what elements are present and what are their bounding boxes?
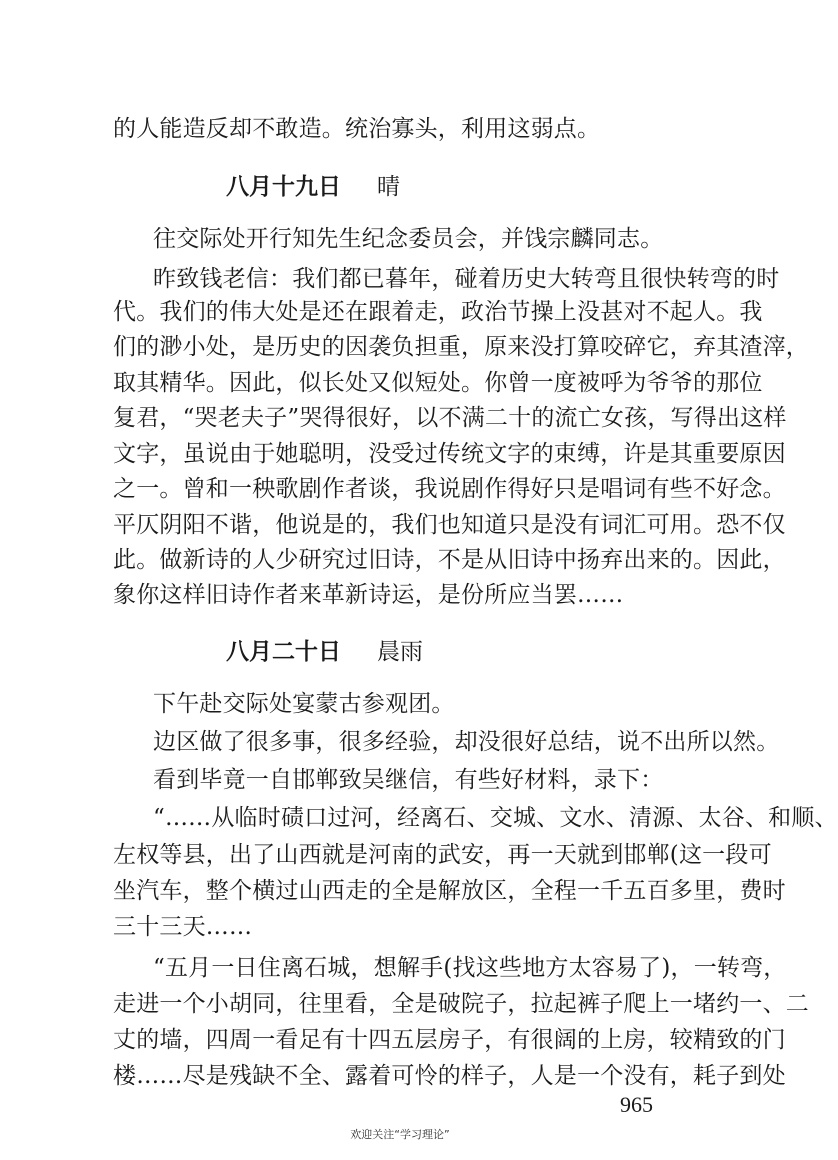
text-line: 走进一个小胡同，往里看，全是破院子，拉起裤子爬上一堵约一、二 — [113, 991, 809, 1017]
text-line: 复君，“哭老夫子”哭得很好，以不满二十的流亡女孩，写得出这样 — [113, 405, 787, 431]
text-line: 象你这样旧诗作者来革新诗运，是份所应当罢…… — [113, 582, 624, 608]
text-line: 之一。曾和一秧歌剧作者谈，我说剧作得好只是唱词有些不好念。 — [113, 476, 786, 502]
text-line: 们的渺小处，是历史的因袭负担重，原来没打算咬碎它，弃其渣滓， — [113, 334, 809, 360]
text-line: 文字，虽说由于她聪明，没受过传统文字的束缚，许是其重要原因 — [113, 441, 786, 467]
text-line: 昨致钱老信：我们都已暮年，碰着历史大转弯且很快转弯的时 — [153, 266, 780, 292]
text-line: 下午赴交际处宴蒙古参观团。 — [153, 691, 455, 717]
text-line: 丈的墙，四周一看足有十四五层房子，有很阔的上房，较精致的门 — [113, 1027, 786, 1053]
text-line: 边区做了很多事，很多经验，却没很好总结，说不出所以然。 — [153, 729, 780, 755]
entry-date: 八月二十日 — [226, 639, 341, 665]
text-line: 坐汽车，整个横过山西走的全是解放区，全程一千五百多里，费时 — [113, 878, 786, 904]
text-line: 看到毕竟一自邯郸致吴继信，有些好材料，录下： — [153, 767, 664, 793]
text-line: 平仄阴阳不谐，他说是的，我们也知道只是没有词汇可用。恐不仅 — [113, 512, 786, 538]
entry-weather: 晨雨 — [377, 639, 423, 665]
page-number: 965 — [620, 1092, 653, 1117]
text-line: 楼……尽是残缺不全、露着可怜的样子，人是一个没有，耗子到处 — [113, 1063, 786, 1089]
text-line: 取其精华。因此，似长处又似短处。你曾一度被呼为爷爷的那位 — [113, 370, 763, 396]
entry-weather: 晴 — [377, 174, 400, 200]
entry-heading — [226, 172, 400, 202]
text-line: 左权等县，出了山西就是河南的武安，再一天就到邯郸(这一段可 — [113, 842, 772, 868]
footer-watermark: 欢迎关注“学习理论” — [350, 1128, 450, 1141]
text-line: 代。我们的伟大处是还在跟着走，政治节操上没甚对不起人。我 — [113, 299, 763, 325]
entry-heading — [226, 637, 423, 667]
entry-date: 八月十九日 — [226, 174, 341, 200]
text-line: “五月一日住离石城，想解手(找这些地方太容易了)，一转弯， — [153, 955, 787, 981]
text-line: 三十三天…… — [113, 914, 253, 940]
text-line: “……从临时碛口过河，经离石、交城、文水、清源、太谷、和顺、 — [153, 805, 838, 831]
text-line: 往交际处开行知先生纪念委员会，并饯宗麟同志。 — [153, 226, 664, 252]
text-line: 的人能造反却不敢造。统治寡头，利用这弱点。 — [113, 116, 601, 142]
text-line: 此。做新诗的人少研究过旧诗，不是从旧诗中扬弃出来的。因此， — [113, 547, 786, 573]
